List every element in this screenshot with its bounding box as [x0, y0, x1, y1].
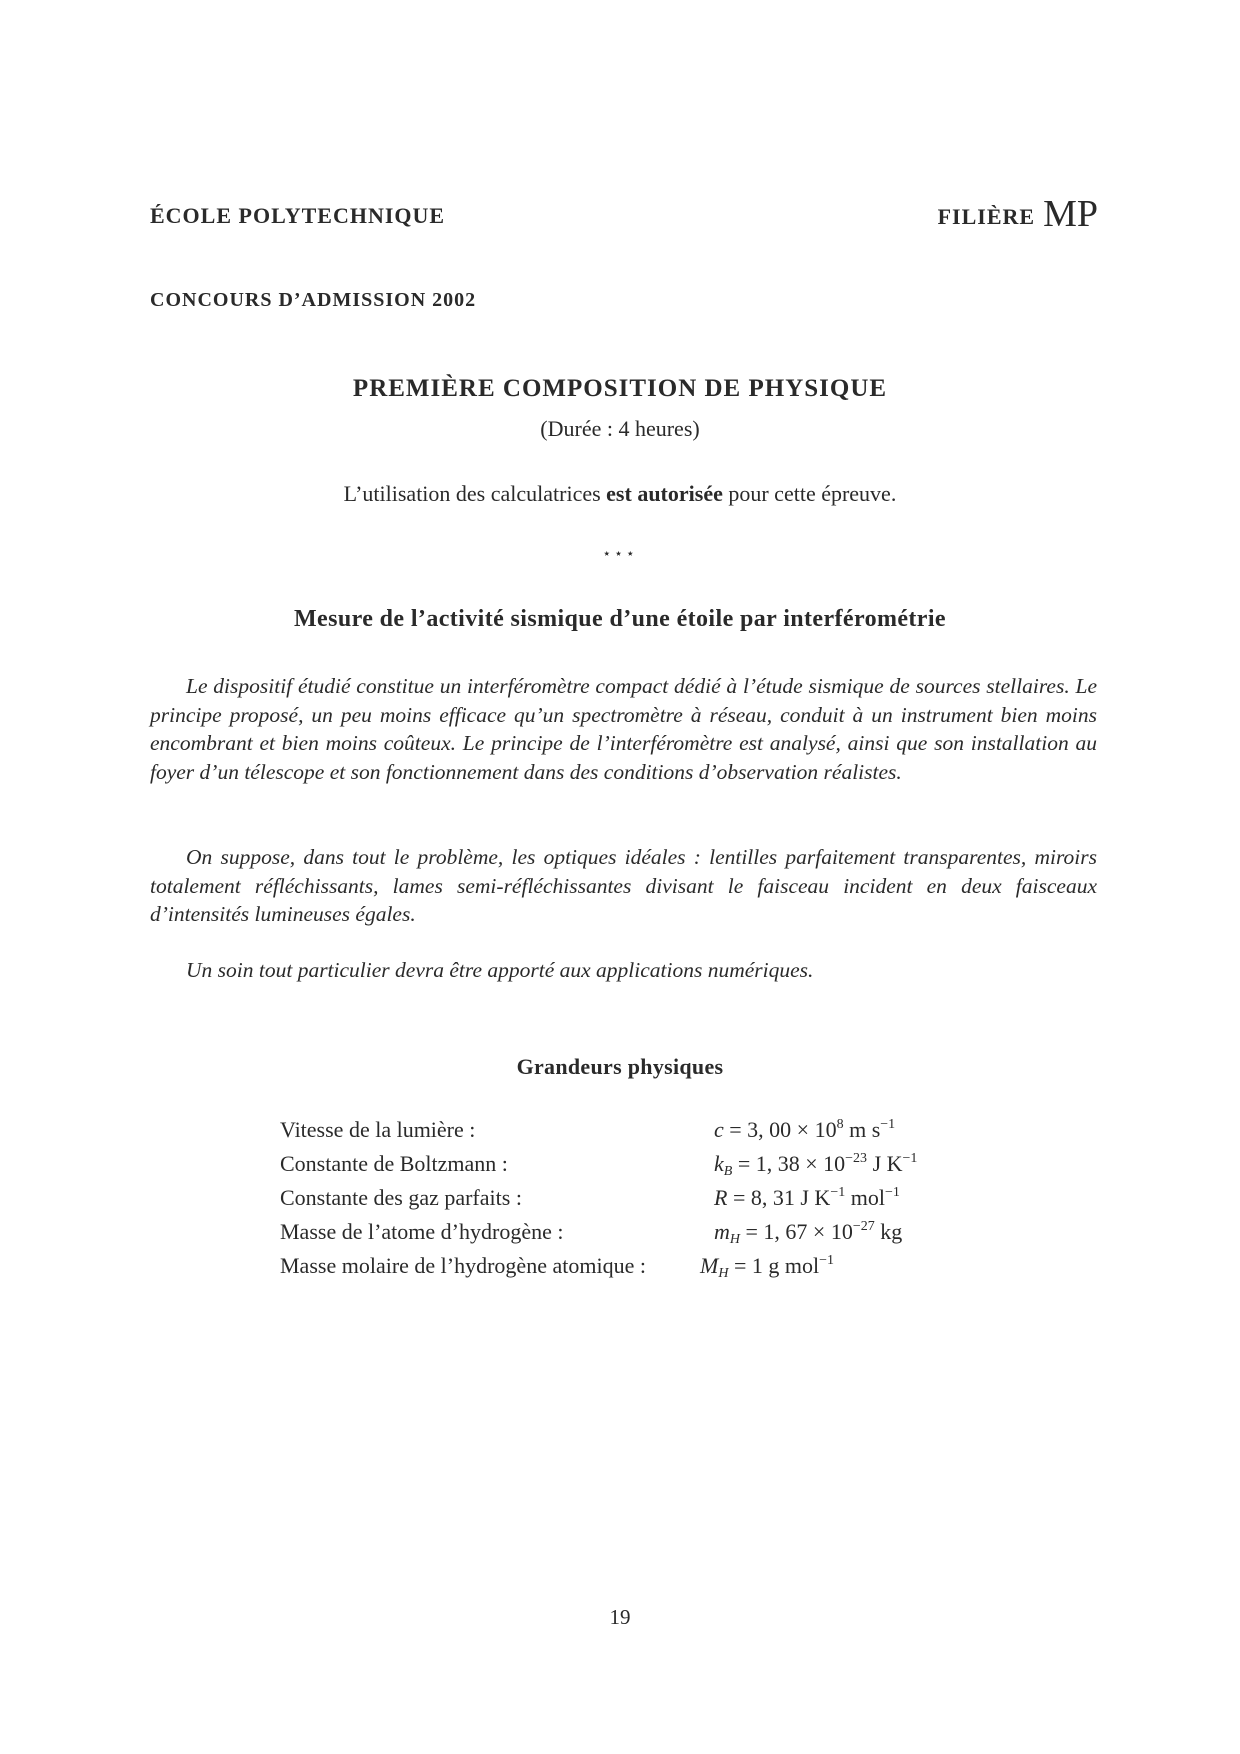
constant-mantissa: = 3, 00 × 10 — [729, 1117, 837, 1142]
constant-symbol: M — [700, 1253, 719, 1278]
constants-table — [280, 1113, 917, 1283]
filiere-code: MP — [1043, 193, 1098, 235]
constant-subscript: H — [729, 1232, 741, 1247]
constant-unit: m s — [843, 1117, 881, 1142]
constant-symbol: c — [714, 1117, 724, 1142]
concours-heading: CONCOURS D’ADMISSION 2002 — [150, 289, 477, 311]
constant-label: Masse molaire de l’hydrogène atomique : — [280, 1253, 646, 1278]
separator-stars: ⋆⋆⋆ — [602, 546, 638, 562]
constant-label: Masse de l’atome d’hydrogène : — [280, 1219, 564, 1244]
calc-notice-end: pour cette épreuve. — [722, 481, 897, 506]
filiere-label: FILIÈRE — [937, 204, 1036, 229]
constant-unit-exponent: −1 — [884, 1185, 900, 1200]
constant-symbol: m — [714, 1219, 730, 1244]
calc-notice-bold: est autorisée — [606, 481, 723, 506]
constant-label: Vitesse de la lumière : — [280, 1117, 476, 1142]
constant-mantissa: = 1 g mol — [728, 1253, 820, 1278]
exam-title: PREMIÈRE COMPOSITION DE PHYSIQUE — [352, 375, 888, 402]
intro-paragraph-3: Un soin tout particulier devra être apporté aux applications numériques. — [186, 958, 814, 982]
constant-value — [700, 1147, 917, 1181]
constant-exponent: 8 — [836, 1117, 844, 1132]
intro-paragraph-2: On suppose, dans tout le problème, les optiques idéales : lentilles parfaitement transparentes, miroirs totalement réfléchissants, lames semi-réfléchissantes divisant le faisceau incident en deux faisceaux d’intensités lumineuses égales. — [150, 845, 1097, 926]
constant-mantissa: = 1, 67 × 10 — [740, 1219, 853, 1244]
constant-row-boltzmann — [280, 1147, 917, 1181]
constant-label: Constante des gaz parfaits : — [280, 1185, 522, 1210]
constant-symbol: k — [714, 1151, 724, 1176]
constant-value — [700, 1215, 917, 1249]
constant-subscript: B — [723, 1164, 733, 1179]
constant-row-gas-constant — [280, 1181, 917, 1215]
constant-value — [700, 1249, 917, 1283]
constant-symbol: R — [714, 1185, 728, 1210]
constant-mantissa: = 8, 31 J K — [727, 1185, 831, 1210]
constant-value — [700, 1181, 917, 1215]
constant-row-speed-of-light — [280, 1113, 917, 1147]
constant-unit: kg — [874, 1219, 903, 1244]
constant-exponent: −23 — [845, 1151, 868, 1166]
filiere-heading — [938, 192, 1098, 236]
constant-mantissa: = 1, 38 × 10 — [732, 1151, 846, 1176]
constant-value — [700, 1113, 917, 1147]
constant-exponent: −1 — [830, 1185, 846, 1200]
calc-notice-start: L’utilisation des calculatrices — [343, 481, 607, 506]
constant-unit: mol — [845, 1185, 885, 1210]
subject-title: Mesure de l’activité sismique d’une étoile par interférométrie — [294, 606, 946, 632]
calculator-notice — [0, 481, 1240, 507]
constant-row-hydrogen-mass — [280, 1215, 917, 1249]
constants-title: Grandeurs physiques — [516, 1054, 724, 1079]
constant-label: Constante de Boltzmann : — [280, 1151, 508, 1176]
constant-exponent: −1 — [819, 1253, 834, 1268]
constant-unit: J K — [867, 1151, 903, 1176]
constant-subscript: H — [718, 1266, 729, 1281]
school-name: ÉCOLE POLYTECHNIQUE — [150, 203, 446, 228]
constant-exponent: −27 — [852, 1219, 875, 1234]
page-number: 19 — [609, 1605, 631, 1629]
intro-paragraph-1: Le dispositif étudié constitue un interféromètre compact dédié à l’étude sismique de sources stellaires. Le principe proposé, un peu moins efficace qu’un spectromètre à réseau, conduit à un instrument bien moins encombrant et bien moins coûteux. Le principe de l’interféromètre est analysé, ainsi que son installation au foyer d’un télescope et son fonctionnement dans des conditions d’observation réalistes. — [150, 674, 1097, 784]
constant-row-hydrogen-molar-mass — [280, 1249, 917, 1283]
exam-duration: (Durée : 4 heures) — [540, 416, 700, 441]
constant-unit-exponent: −1 — [902, 1151, 918, 1166]
constant-unit-exponent: −1 — [880, 1117, 896, 1132]
